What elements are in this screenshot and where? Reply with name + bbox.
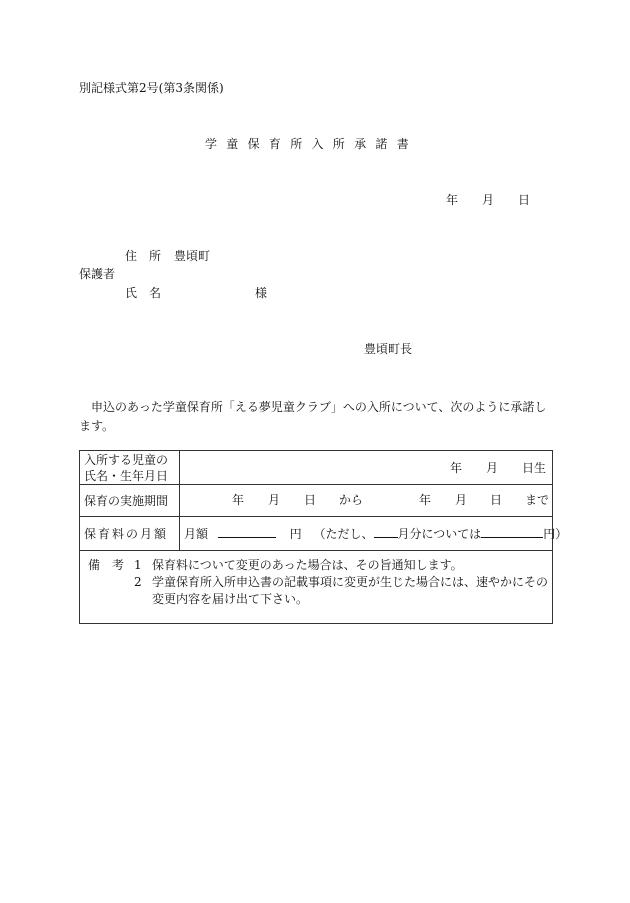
guardian-label: 保護者 bbox=[79, 267, 116, 281]
fee-paren-open: （ただし、 bbox=[313, 527, 374, 541]
issue-date bbox=[446, 194, 530, 206]
note-1-text: 保育料について変更のあった場合は、その旨通知します。 bbox=[152, 558, 463, 572]
until-label: まで bbox=[525, 492, 550, 507]
birth-month: 月 bbox=[485, 461, 498, 475]
start-year: 年 bbox=[232, 492, 245, 507]
intro-sentence: 申込のあった学童保育所「える夢児童クラブ」への入所について、次のように承諾します。 bbox=[79, 400, 547, 433]
issuer-name: 豊頃町長 bbox=[364, 342, 413, 356]
address-label: 住 所 bbox=[125, 249, 162, 263]
fee-yen: 円 bbox=[289, 527, 302, 541]
end-month: 月 bbox=[455, 492, 468, 507]
note-2-text: 学童保育所入所申込書の記載事項に変更が生じた場合には、速やかにその bbox=[152, 575, 549, 589]
fee-month-part: 月分については bbox=[397, 527, 482, 541]
table-row-period bbox=[80, 485, 553, 517]
table-row-fee bbox=[80, 517, 553, 551]
document-title: 学童保育所入所承諾書 bbox=[205, 137, 419, 151]
child-label: 入所する児童の氏名・生年月日 bbox=[80, 451, 180, 485]
date-year: 年 bbox=[446, 193, 459, 207]
table-row-child bbox=[80, 451, 553, 485]
consent-form-table bbox=[79, 450, 568, 624]
note-2-number: 2 bbox=[134, 575, 142, 589]
notes-cell bbox=[80, 551, 553, 624]
period-label: 保育の実施期間 bbox=[80, 485, 180, 517]
table-row-notes bbox=[80, 551, 553, 624]
from-label: から bbox=[339, 492, 364, 507]
fee-month-blank bbox=[374, 525, 398, 538]
fee-cell bbox=[180, 517, 568, 551]
date-month: 月 bbox=[482, 193, 495, 207]
child-birth-cell bbox=[180, 451, 553, 485]
start-month: 月 bbox=[268, 492, 281, 507]
fee-amount-blank bbox=[218, 525, 276, 538]
fee-yen-close: 円） bbox=[543, 527, 568, 541]
start-day: 日 bbox=[304, 492, 317, 507]
notes-label: 備 考 bbox=[88, 558, 125, 572]
name-label: 氏 名 bbox=[125, 286, 162, 300]
birth-year: 年 bbox=[449, 461, 462, 475]
intro-text bbox=[79, 398, 553, 436]
address-value: 豊頃町 bbox=[174, 249, 211, 263]
fee-label: 保育料の月額 bbox=[80, 517, 180, 551]
date-day: 日 bbox=[518, 193, 531, 207]
note-1-number: 1 bbox=[134, 558, 142, 572]
period-cell bbox=[180, 485, 553, 517]
honorific: 様 bbox=[255, 286, 268, 300]
birth-day: 日生 bbox=[521, 461, 546, 475]
note-2-text-continued: 変更内容を届け出て下さい。 bbox=[152, 592, 309, 606]
fee-monthly-label: 月額 bbox=[184, 527, 209, 541]
fee-special-amount-blank bbox=[481, 525, 543, 538]
form-number: 別記様式第2号(第3条関係) bbox=[79, 81, 224, 95]
end-day: 日 bbox=[490, 492, 503, 507]
end-year: 年 bbox=[419, 492, 432, 507]
